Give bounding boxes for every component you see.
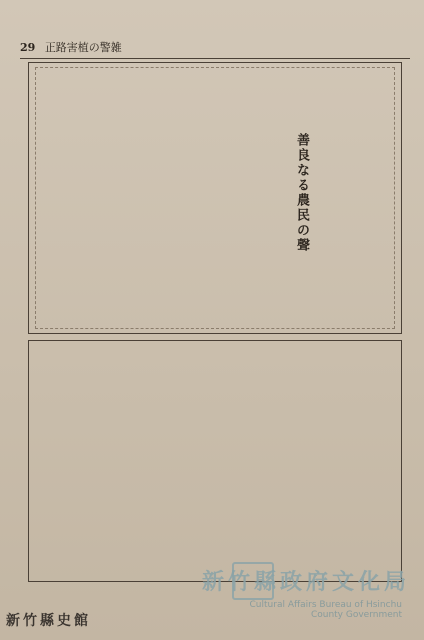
article-columns-bottom [29,341,401,581]
watermark-english-2: County Government [310,610,402,620]
page-header [20,40,410,59]
page-header-title: 正路害植の警雑 [44,41,122,54]
watermark-english-1: Cultural Affairs Bureau of Hsinchu [249,600,402,610]
section-title: 善良なる農民の聲 [294,133,309,253]
archive-stamp: 新竹縣史館 [6,613,91,629]
watermark-text: 新竹縣政府文化局 [201,570,410,595]
article-block-top [28,62,402,334]
article-columns-top [29,63,401,333]
article-block-bottom [28,340,402,582]
page-number: 29 [20,41,36,54]
